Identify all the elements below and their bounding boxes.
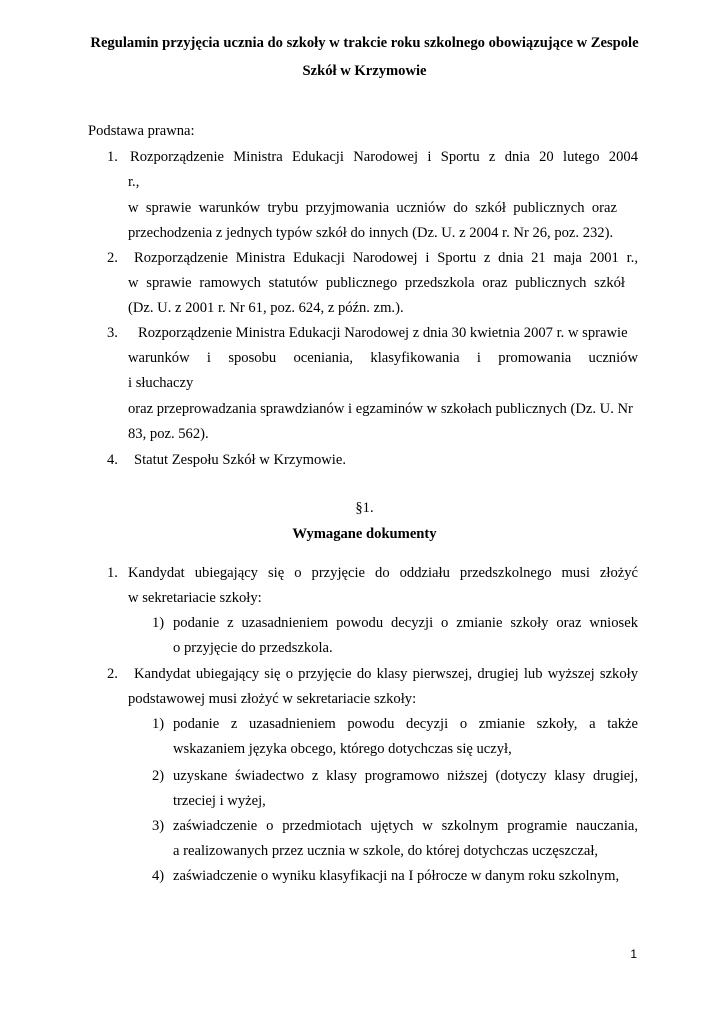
legal-basis-heading: Podstawa prawna: [88, 123, 195, 139]
document-title-line-2: Szkół w Krzymowie [302, 63, 427, 79]
sub-item-number: 1) [152, 615, 165, 631]
legal-basis-item-3-line-4: oraz przeprowadzania sprawdzianów i egzaminów w szkołach publicznych (Dz. U. Nr [128, 401, 633, 417]
sub-item-number: 1) [152, 716, 165, 732]
page-number: 1 [630, 947, 637, 961]
legal-basis-item-1-line-3: w sprawie warunków trybu przyjmowania uczniów do szkół publicznych oraz [128, 200, 617, 216]
section-point-1-line-1: Kandydat ubiegający się o przyjęcie do oddziału przedszkolnego musi złożyć [128, 565, 638, 581]
legal-basis-item-1-line-2: r., [128, 174, 140, 190]
legal-basis-number-1: 1. [107, 149, 118, 165]
section-point-2-line-2: podstawowej musi złożyć w sekretariacie szkoły: [128, 691, 417, 707]
sub-item-1-1-line-1: podanie z uzasadnieniem powodu decyzji o zmianie szkoły oraz wniosek [173, 615, 638, 631]
sub-item-number: 4) [152, 868, 165, 884]
sub-item-number: 3) [152, 818, 165, 834]
legal-basis-item-3-line-2: warunków i sposobu oceniania, klasyfikowania i promowania uczniów [128, 350, 638, 366]
document-title-line-1: Regulamin przyjęcia ucznia do szkoły w trakcie roku szkolnego obowiązujące w Zespole [90, 35, 639, 51]
sub-item-2-1-line-1: podanie z uzasadnieniem powodu decyzji o zmianie szkoły, a także [173, 716, 638, 732]
sub-item-number: 2) [152, 768, 165, 784]
sub-item-2-3-line-1: zaświadczenie o przedmiotach ujętych w szkolnym programie nauczania, [173, 818, 638, 834]
legal-basis-item-2-line-1: Rozporządzenie Ministra Edukacji Narodowej i Sportu z dnia 21 maja 2001 r., [134, 250, 638, 266]
sub-item-1-1-line-2: o przyjęcie do przedszkola. [173, 640, 333, 656]
section-point-1-line-2: w sekretariacie szkoły: [128, 590, 262, 606]
section-symbol: §1. [355, 500, 374, 516]
legal-basis-item-3-line-5: 83, poz. 562). [128, 426, 209, 442]
section-point-number-2: 2. [107, 666, 118, 682]
sub-item-2-1-line-2: wskazaniem języka obcego, którego dotychczas się uczył, [173, 741, 512, 757]
sub-item-2-3-line-2: a realizowanych przez ucznia w szkole, do której dotychczas uczęszczał, [173, 843, 599, 859]
legal-basis-item-2-line-2: w sprawie ramowych statutów publicznego przedszkola oraz publicznych szkół [128, 275, 625, 291]
legal-basis-item-3-line-3: i słuchaczy [128, 375, 194, 391]
section-point-2-line-1: Kandydat ubiegający się o przyjęcie do klasy pierwszej, drugiej lub wyższej szkoły [134, 666, 638, 682]
legal-basis-number-4: 4. [107, 452, 118, 468]
sub-item-2-4-line-1: zaświadczenie o wyniku klasyfikacji na I półrocze w danym roku szkolnym, [173, 868, 620, 884]
legal-basis-item-1-line-4: przechodzenia z jednych typów szkół do innych (Dz. U. z 2004 r. Nr 26, poz. 232). [128, 225, 614, 241]
sub-item-2-2-line-1: uzyskane świadectwo z klasy programowo niższej (dotyczy klasy drugiej, [173, 768, 638, 784]
legal-basis-number-2: 2. [107, 250, 118, 266]
section-heading: Wymagane dokumenty [292, 526, 437, 542]
legal-basis-item-1-line-1: Rozporządzenie Ministra Edukacji Narodowej i Sportu z dnia 20 lutego 2004 [130, 149, 638, 165]
legal-basis-number-3: 3. [107, 325, 118, 341]
sub-item-2-2-line-2: trzeciej i wyżej, [173, 793, 266, 809]
legal-basis-item-2-line-3: (Dz. U. z 2001 r. Nr 61, poz. 624, z późn. zm.). [128, 300, 404, 316]
section-point-number-1: 1. [107, 565, 118, 581]
legal-basis-item-4-line-1: Statut Zespołu Szkół w Krzymowie. [134, 452, 346, 468]
legal-basis-item-3-line-1: Rozporządzenie Ministra Edukacji Narodowej z dnia 30 kwietnia 2007 r. w sprawie [138, 325, 628, 341]
